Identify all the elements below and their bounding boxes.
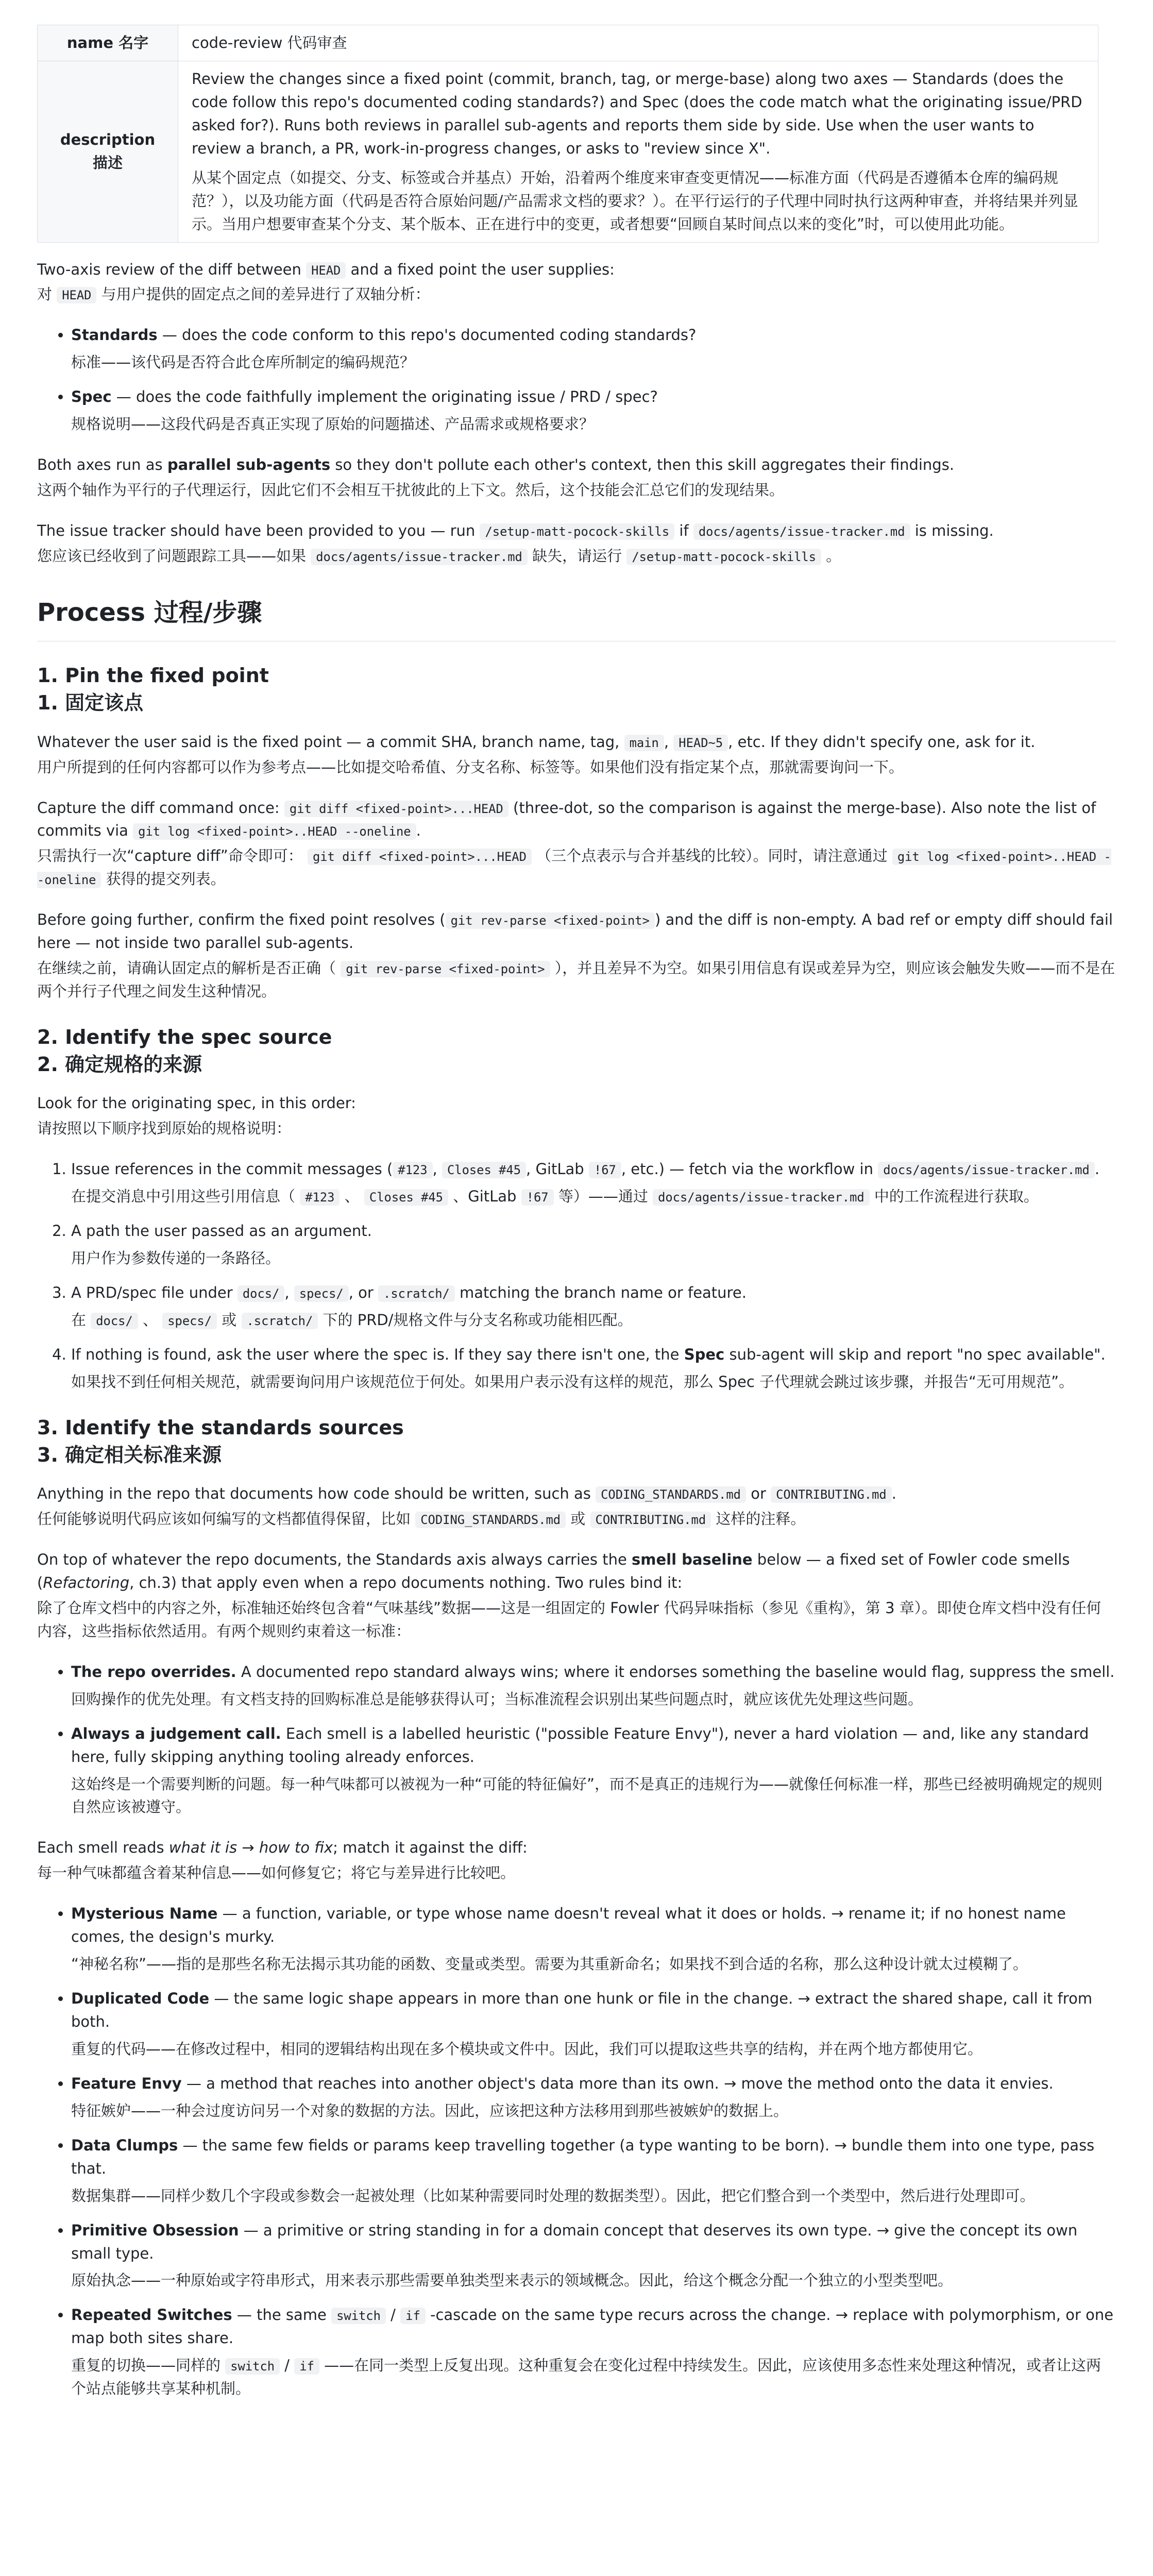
inline-code: #123 <box>300 1189 340 1206</box>
bold-term: Spec <box>71 388 112 406</box>
text: ——在同一类型上反复出现。这种重复会在变化过程中持续发生。因此，应该使用多态性来处理这种情况，或者让这两个站点能够共享某种机制。 <box>71 2357 1101 2398</box>
text: A PRD/spec file under <box>71 1284 238 1302</box>
list-item <box>71 1158 1116 1208</box>
inline-code: CODING_STANDARDS.md <box>415 1512 566 1528</box>
inline-code: if <box>400 2308 426 2324</box>
description-value-cell <box>178 61 1098 242</box>
bold-term: parallel sub-agents <box>167 456 331 474</box>
text: 缺失，请运行 <box>527 547 627 565</box>
text: , <box>664 733 674 751</box>
text: 、 <box>138 1311 163 1329</box>
text: — does the code conform to this repo's documented coding standards? <box>157 326 697 344</box>
list-item-zh: 规格说明——这段代码是否真正实现了原始的问题描述、产品需求或规格要求？ <box>71 415 595 433</box>
bold-term: smell baseline <box>632 1551 753 1569</box>
list-item-standards <box>71 324 1116 374</box>
inline-code: if <box>294 2358 319 2375</box>
text: , etc. If they didn't specify one, ask for it. <box>728 733 1036 751</box>
text: 在继续之前，请确认固定点的解析是否正确（ <box>37 959 341 977</box>
paragraph-zh <box>37 844 1116 891</box>
text: — the same <box>232 2306 332 2324</box>
text: 在 <box>71 1311 91 1329</box>
text: if <box>674 522 693 539</box>
intro-paragraph-3 <box>37 519 1116 568</box>
smell-zh <box>71 2354 1116 2400</box>
text: or <box>745 1485 771 1503</box>
intro-paragraph-3-zh <box>37 545 1116 568</box>
inline-code: .scratch/ <box>378 1285 455 1302</box>
heading-zh: 2. 确定规格的来源 <box>37 1053 202 1076</box>
text: . <box>416 822 421 840</box>
spec-source-list <box>37 1158 1116 1394</box>
text: / <box>280 2357 295 2375</box>
inline-code: switch <box>225 2358 280 2375</box>
step-1-heading <box>37 662 1116 717</box>
text: 中的工作流程进行获取。 <box>869 1188 1039 1206</box>
inline-code: git log <fixed-point>..HEAD --oneline <box>37 850 1111 888</box>
text: Both axes run as <box>37 456 167 474</box>
inline-code: specs/ <box>162 1313 217 1329</box>
text: 。 <box>821 547 841 565</box>
inline-code: docs/agents/issue-tracker.md <box>693 523 910 540</box>
paragraph-zh: 用户所提到的任何内容都可以作为参考点——比如提交哈希值、分支名称、标签等。如果他们没有指定某个点，那就需要询问一下。 <box>37 758 904 776</box>
list-item-spec <box>71 385 1116 436</box>
text: 与用户提供的固定点之间的差异进行了双轴分析： <box>96 285 430 303</box>
list-item-zh: 这始终是一个需要判断的问题。每一种气味都可以被视为一种“可能的特征偏好”，而不是真正的违规行为——就像任何标准一样，那些已经被明确规定的规则自然应该被遵守。 <box>71 1775 1103 1816</box>
text: A documented repo standard always wins; where it endorses something the baseline would flag, suppress the smell. <box>236 1663 1115 1681</box>
text: and a fixed point the user supplies: <box>346 260 615 278</box>
intro-paragraph-1-zh <box>37 283 1116 306</box>
text: Each smell is a labelled heuristic ("possible Feature Envy"), never a hard violation — and, like any standard here, fully skipping anything tooling already enforces. <box>71 1724 1089 1766</box>
text: Issue references in the commit messages ( <box>71 1160 393 1178</box>
text: 在提交消息中引用这些引用信息（ <box>71 1188 300 1206</box>
text: sub-agent will skip and report "no spec available". <box>724 1345 1106 1363</box>
inline-code: /setup-matt-pocock-skills <box>480 523 674 540</box>
inline-code: main <box>624 735 664 751</box>
baseline-rules-list <box>37 1660 1116 1819</box>
inline-code: docs/agents/issue-tracker.md <box>311 549 528 565</box>
text: — a method that reaches into another object's data more than its own. → move the method onto the data it envies. <box>181 2074 1054 2092</box>
name-value-cell: code-review 代码审查 <box>178 25 1098 61</box>
bold-term: Always a judgement call. <box>71 1724 281 1742</box>
smell-zh: 原始执念——一种原始或字符串形式，用来表示那些需要单独类型来表示的领域概念。因此，给这个概念分配一个独立的小型类型吧。 <box>71 2272 953 2290</box>
text: 对 <box>37 285 57 303</box>
inline-code: git diff <fixed-point>...HEAD <box>308 849 532 865</box>
smell-name: Mysterious Name <box>71 1905 218 1923</box>
smells-list <box>37 1902 1116 2400</box>
text: . <box>1094 1160 1100 1178</box>
text: The issue tracker should have been provided to you — run <box>37 522 480 539</box>
smell-item <box>71 1902 1116 1976</box>
text: （三个点表示与合并基线的比较）。同时，请注意通过 <box>531 847 892 865</box>
text: 下的 PRD/规格文件与分支名称或功能相匹配。 <box>318 1311 633 1329</box>
text: Capture the diff command once: <box>37 799 284 817</box>
italic-term: what it is → how to fix <box>168 1839 333 1857</box>
text: ) and the diff is non-empty. A bad ref or empty diff should fail here — not inside two parallel sub-agents. <box>37 911 1113 952</box>
paragraph-zh: 请按照以下顺序找到原始的规格说明： <box>37 1120 292 1138</box>
text: 重复的切换——同样的 <box>71 2357 226 2375</box>
text: . <box>891 1485 896 1503</box>
inline-code: HEAD <box>57 287 96 303</box>
text: 或 <box>217 1311 242 1329</box>
list-item-zh <box>71 1309 1116 1332</box>
text: Two-axis review of the diff between <box>37 260 307 278</box>
smell-zh: 重复的代码——在修改过程中，相同的逻辑结构出现在多个模块或文件中。因此，我们可以提取这些共享的结构，并在两个地方都使用它。 <box>71 2040 983 2058</box>
text: Whatever the user said is the fixed point — a commit SHA, branch name, tag, <box>37 733 624 751</box>
process-heading: Process 过程/步骤 <box>37 594 1116 641</box>
list-item <box>71 1219 1116 1270</box>
inline-code: !67 <box>589 1162 621 1178</box>
smell-item <box>71 2134 1116 2208</box>
text: — the same few fields or params keep travelling together (a type wanting to be born). → bundle them into one type, pass that. <box>71 2136 1095 2177</box>
list-item <box>71 1343 1116 1394</box>
smell-name: Repeated Switches <box>71 2306 232 2324</box>
smell-name: Data Clumps <box>71 2136 178 2154</box>
front-matter-row-name <box>38 25 1098 61</box>
inline-code: HEAD~5 <box>673 735 728 751</box>
intro-paragraph-2 <box>37 453 1116 502</box>
text: -cascade on the same type recurs across the change. → replace with polymorphism, or one map both sites share. <box>71 2306 1114 2347</box>
heading-zh: 1. 固定该点 <box>37 691 144 715</box>
step-3-paragraph-3 <box>37 1836 1116 1885</box>
text: 或 <box>566 1510 590 1528</box>
text: 、 <box>340 1188 364 1206</box>
text: matching the branch name or feature. <box>454 1284 747 1302</box>
list-item-zh: 回购操作的优先处理。有文档支持的回购标准总是能够获得认可；当标准流程会识别出某些问题点时，就应该优先处理这些问题。 <box>71 1690 923 1708</box>
inline-code: git log <fixed-point>..HEAD --oneline <box>133 823 416 840</box>
text: is missing. <box>910 522 994 539</box>
heading-en: 3. Identify the standards sources <box>37 1416 404 1439</box>
description-key-cell <box>38 61 178 242</box>
italic-term: Refactoring <box>43 1573 130 1591</box>
smell-name: Primitive Obsession <box>71 2221 239 2239</box>
step-1-paragraph-3 <box>37 908 1116 1003</box>
paragraph-zh <box>37 1507 1116 1531</box>
smell-item <box>71 2072 1116 2123</box>
step-3-paragraph-1 <box>37 1482 1116 1531</box>
list-item <box>71 1281 1116 1332</box>
inline-code: /setup-matt-pocock-skills <box>626 549 821 565</box>
step-1-paragraph-2 <box>37 796 1116 891</box>
text: / <box>385 2306 401 2324</box>
text: — does the code faithfully implement the originating issue / PRD / spec? <box>111 388 658 406</box>
bold-term: The repo overrides. <box>71 1663 236 1681</box>
inline-code: docs/agents/issue-tracker.md <box>653 1189 870 1206</box>
text: 等）——通过 <box>553 1188 653 1206</box>
text: On top of whatever the repo documents, the Standards axis always carries the <box>37 1551 632 1569</box>
smell-name: Duplicated Code <box>71 1990 210 2008</box>
inline-code: git rev-parse <fixed-point> <box>341 961 550 977</box>
list-item-zh: 如果找不到任何相关规范，就需要询问用户该规范位于何处。如果用户表示没有这样的规范，那么 Spec 子代理就会跳过该步骤，并报告“无可用规范”。 <box>71 1372 1074 1391</box>
step-3-paragraph-2 <box>37 1548 1116 1643</box>
heading-en: 2. Identify the spec source <box>37 1026 332 1049</box>
list-item-zh <box>71 1185 1116 1208</box>
inline-code: !67 <box>521 1189 554 1206</box>
text: 您应该已经收到了问题跟踪工具——如果 <box>37 547 311 565</box>
inline-code: CONTRIBUTING.md <box>771 1486 892 1503</box>
text: , or <box>348 1284 379 1302</box>
inline-code: git rev-parse <fixed-point> <box>446 912 655 929</box>
text: (three-dot, so the comparison is against the merge-base). Also note the list of commits via <box>37 799 1096 840</box>
list-item <box>71 1660 1116 1711</box>
inline-code: .scratch/ <box>242 1313 318 1329</box>
inline-code: switch <box>331 2308 386 2324</box>
front-matter-row-description <box>38 61 1098 242</box>
text: so they don't pollute each other's context, then this skill aggregates their findings. <box>330 456 955 474</box>
list-item-zh: 用户作为参数传递的一条路径。 <box>71 1249 281 1267</box>
inline-code: docs/ <box>238 1285 285 1302</box>
smell-zh: 数据集群——同样少数几个字段或参数会一起被处理（比如某种需要同时处理的数据类型）。因此，把它们整合到一个类型中，然后进行处理即可。 <box>71 2187 1035 2205</box>
smell-zh: “神秘名称”——指的是那些名称无法揭示其功能的函数、变量或类型。需要为其重新命名；如果找不到合适的名称，那么这种设计就太过模糊了。 <box>71 1955 1028 1973</box>
axes-list <box>37 324 1116 436</box>
paragraph-zh: 除了仓库文档中的内容之外，标准轴还始终包含着“气味基线”数据——这是一组固定的 Fowler 代码异味指标（参见《重构》，第 3 章）。即使仓库文档中没有任何内容，这些指标依然适用。有两个规则约束着这一标准： <box>37 1599 1101 1640</box>
text: Look for the originating spec, in this order: <box>37 1094 356 1112</box>
intro-paragraph-2-zh: 这两个轴作为平行的子代理运行，因此它们不会相互干扰彼此的上下文。然后，这个技能会汇总它们的发现结果。 <box>37 481 785 499</box>
step-2-paragraph <box>37 1092 1116 1140</box>
text: 、GitLab <box>448 1188 521 1206</box>
smell-name: Feature Envy <box>71 2074 182 2092</box>
inline-code: Closes #45 <box>364 1189 448 1206</box>
description-key-zh: 描述 <box>92 154 123 172</box>
bold-term: Standards <box>71 326 158 344</box>
bold-term: Spec <box>684 1345 725 1363</box>
text: — a function, variable, or type whose name doesn't reveal what it does or holds. → rename it; if no honest name comes, the design's murky. <box>71 1905 1066 1946</box>
description-en: Review the changes since a fixed point (commit, branch, tag, or merge-base) along two axes — Standards (does the code follow this repo's documented coding standards?) and Spec (does the code match what the originating issue/PRD asked for?). Runs both reviews in parallel sub-agents and reports them side by side. Use when the user wants to review a branch, a PR, work-in-progress changes, or asks to "review since X". <box>192 70 1082 157</box>
paragraph-zh: 每一种气味都蕴含着某种信息——如何修复它；将它与差异进行比较吧。 <box>37 1864 516 1882</box>
text: — a primitive or string standing in for a domain concept that deserves its own type. → give the concept its own small type. <box>71 2221 1078 2262</box>
list-item-zh: 标准——该代码是否符合此仓库所制定的编码规范？ <box>71 353 415 371</box>
inline-code: HEAD <box>306 262 346 279</box>
text: If nothing is found, ask the user where the spec is. If they say there isn't one, the <box>71 1345 684 1363</box>
text: ; match it against the diff: <box>333 1839 528 1857</box>
paragraph-zh <box>37 957 1116 1003</box>
front-matter-table <box>37 25 1098 243</box>
text: , <box>432 1160 442 1178</box>
text: below — a fixed set of Fowler code smells ( <box>37 1551 1070 1591</box>
text: Anything in the repo that documents how code should be written, such as <box>37 1485 596 1503</box>
text: , GitLab <box>526 1160 589 1178</box>
text: 任何能够说明代码应该如何编写的文档都值得保留，比如 <box>37 1510 416 1528</box>
text: 只需执行一次“capture diff”命令即可： <box>37 847 308 865</box>
inline-code: #123 <box>393 1162 432 1178</box>
inline-code: git diff <fixed-point>...HEAD <box>284 801 508 817</box>
text: , ch.3) that apply even when a repo documents nothing. Two rules bind it: <box>129 1573 683 1591</box>
text: , <box>284 1284 294 1302</box>
heading-zh: 3. 确定相关标准来源 <box>37 1443 222 1466</box>
inline-code: specs/ <box>294 1285 349 1302</box>
step-1-paragraph-1 <box>37 731 1116 779</box>
smell-item <box>71 1987 1116 2061</box>
text: ），并且差异不为空。如果引用信息有误或差异为空，则应该会触发失败——而不是在两个并行子代理之间发生这种情况。 <box>37 959 1115 1001</box>
text: , etc.) — fetch via the workflow in <box>621 1160 878 1178</box>
text: 获得的提交列表。 <box>101 870 226 888</box>
list-item <box>71 1722 1116 1819</box>
text: A path the user passed as an argument. <box>71 1222 372 1240</box>
step-3-heading <box>37 1414 1116 1469</box>
description-zh: 从某个固定点（如提交、分支、标签或合并基点）开始，沿着两个维度来审查变更情况——标准方面（代码是否遵循本仓库的编码规范？），以及功能方面（代码是否符合原始问题/产品需求文档的要求？）。在平行运行的子代理中同时执行这两种审查，并将结果并列显示。当用户想要审查某个分支、某个版本、正在进行中的变更，或者想要“回顾自某时间点以来的变化”时，可以使用此功能。 <box>192 168 1078 233</box>
smell-item <box>71 2219 1116 2293</box>
text: Before going further, confirm the fixed point resolves ( <box>37 911 446 929</box>
inline-code: docs/agents/issue-tracker.md <box>878 1162 1095 1178</box>
text: 这样的注释。 <box>711 1510 806 1528</box>
step-2-heading <box>37 1024 1116 1078</box>
smell-zh: 特征嫉妒——一种会过度访问另一个对象的数据的方法。因此，应该把这种方法移用到那些被嫉妒的数据上。 <box>71 2102 789 2120</box>
inline-code: docs/ <box>91 1313 138 1329</box>
smell-item <box>71 2303 1116 2400</box>
heading-en: 1. Pin the fixed point <box>37 664 269 687</box>
name-key-cell: name 名字 <box>38 25 178 61</box>
text: — the same logic shape appears in more than one hunk or file in the change. → extract the shared shape, call it from both. <box>71 1990 1093 2031</box>
description-key-en: description <box>60 131 156 149</box>
text: Each smell reads <box>37 1839 169 1857</box>
inline-code: CONTRIBUTING.md <box>590 1512 711 1528</box>
intro-paragraph-1 <box>37 258 1116 307</box>
inline-code: CODING_STANDARDS.md <box>596 1486 746 1503</box>
inline-code: Closes #45 <box>442 1162 526 1178</box>
